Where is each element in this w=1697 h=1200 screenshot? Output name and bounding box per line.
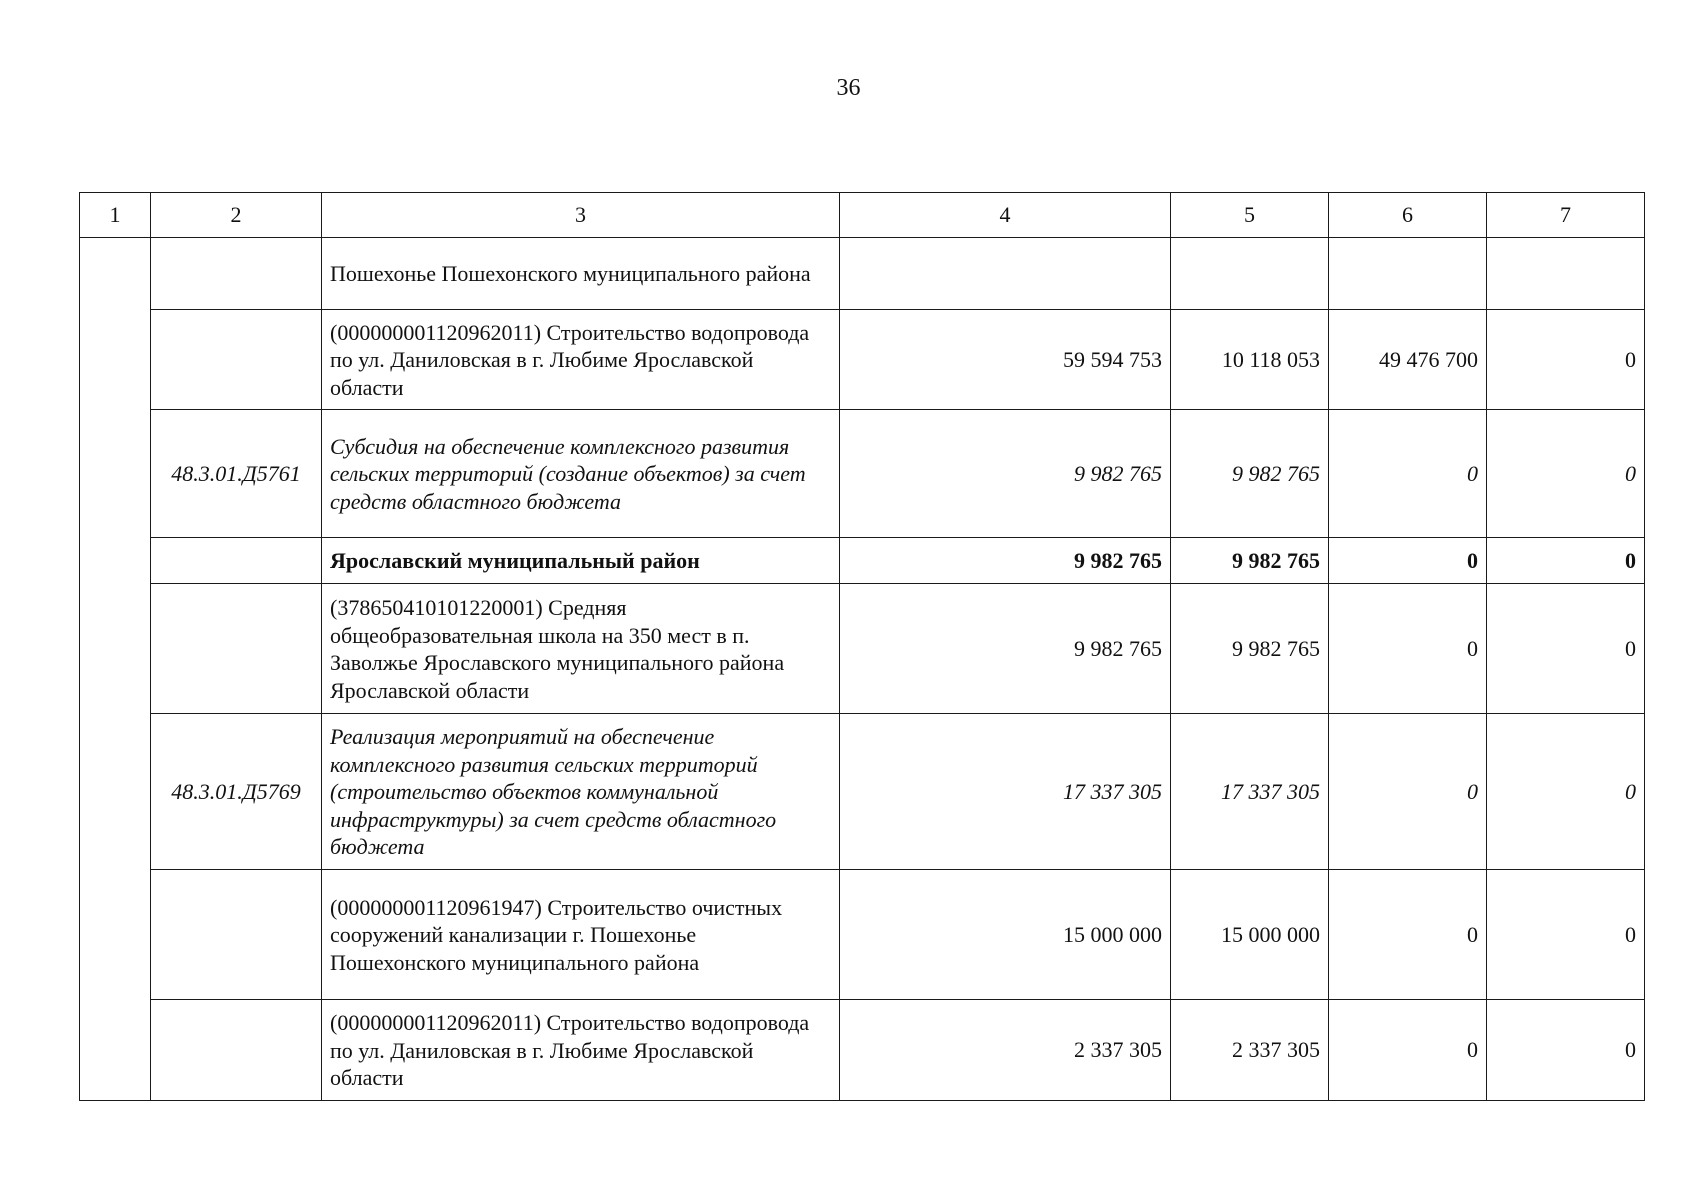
budget-code-cell (151, 1000, 322, 1101)
value-col6-cell: 0 (1329, 538, 1487, 584)
column-header-4: 4 (840, 193, 1171, 238)
row-number-cell (80, 870, 151, 1000)
column-header-7: 7 (1487, 193, 1645, 238)
item-name-cell: Субсидия на обеспечение комплексного развития сельских территорий (создание объектов) за счет средств областного бюджета (322, 410, 840, 538)
item-name-cell: Ярославский муниципальный район (322, 538, 840, 584)
row-number-cell (80, 1000, 151, 1101)
value-col7-cell: 0 (1487, 714, 1645, 870)
value-col4-cell: 15 000 000 (840, 870, 1171, 1000)
item-name-cell: (378650410101220001) Средняя общеобразовательная школа на 350 мест в п. Заволжье Ярославского муниципального района Ярославской области (322, 584, 840, 714)
value-col7-cell: 0 (1487, 538, 1645, 584)
value-col4-cell: 9 982 765 (840, 410, 1171, 538)
row-number-cell (80, 714, 151, 870)
value-col4-cell: 2 337 305 (840, 1000, 1171, 1101)
value-col6-cell: 0 (1329, 584, 1487, 714)
item-name-cell: Реализация мероприятий на обеспечение комплексного развития сельских территорий (строительство объектов коммунальной инфраструктуры) за счет средств областного бюджета (322, 714, 840, 870)
value-col4-cell: 9 982 765 (840, 538, 1171, 584)
value-col7-cell: 0 (1487, 410, 1645, 538)
budget-code-cell (151, 310, 322, 410)
table-row (80, 238, 1645, 310)
table-row (80, 410, 1645, 538)
value-col6-cell: 0 (1329, 410, 1487, 538)
value-col7-cell (1487, 238, 1645, 310)
row-number-cell (80, 584, 151, 714)
row-number-cell (80, 538, 151, 584)
header-row (80, 193, 1645, 238)
table-row (80, 310, 1645, 410)
value-col5-cell: 17 337 305 (1171, 714, 1329, 870)
item-name-cell: (000000001120962011) Строительство водопровода по ул. Даниловская в г. Любиме Ярославской области (322, 310, 840, 410)
budget-table (79, 192, 1645, 1101)
budget-code-cell: 48.3.01.Д5769 (151, 714, 322, 870)
value-col5-cell: 9 982 765 (1171, 410, 1329, 538)
value-col5-cell: 9 982 765 (1171, 584, 1329, 714)
value-col4-cell (840, 238, 1171, 310)
budget-code-cell (151, 538, 322, 584)
value-col5-cell: 2 337 305 (1171, 1000, 1329, 1101)
item-name-cell: (000000001120962011) Строительство водопровода по ул. Даниловская в г. Любиме Ярославской области (322, 1000, 840, 1101)
value-col6-cell (1329, 238, 1487, 310)
value-col7-cell: 0 (1487, 1000, 1645, 1101)
row-number-cell (80, 410, 151, 538)
item-name-cell: Пошехонье Пошехонского муниципального района (322, 238, 840, 310)
value-col6-cell: 49 476 700 (1329, 310, 1487, 410)
value-col4-cell: 9 982 765 (840, 584, 1171, 714)
value-col5-cell: 10 118 053 (1171, 310, 1329, 410)
value-col7-cell: 0 (1487, 310, 1645, 410)
budget-code-cell (151, 870, 322, 1000)
table-row (80, 584, 1645, 714)
value-col4-cell: 17 337 305 (840, 714, 1171, 870)
value-col6-cell: 0 (1329, 1000, 1487, 1101)
column-header-1: 1 (80, 193, 151, 238)
value-col6-cell: 0 (1329, 870, 1487, 1000)
value-col4-cell: 59 594 753 (840, 310, 1171, 410)
value-col6-cell: 0 (1329, 714, 1487, 870)
table-row (80, 538, 1645, 584)
column-header-5: 5 (1171, 193, 1329, 238)
value-col5-cell: 15 000 000 (1171, 870, 1329, 1000)
table-row (80, 714, 1645, 870)
column-header-2: 2 (151, 193, 322, 238)
budget-code-cell (151, 584, 322, 714)
item-name-cell: (000000001120961947) Строительство очистных сооружений канализации г. Пошехонье Пошехонского муниципального района (322, 870, 840, 1000)
budget-code-cell: 48.3.01.Д5761 (151, 410, 322, 538)
value-col7-cell: 0 (1487, 584, 1645, 714)
budget-code-cell (151, 238, 322, 310)
column-header-6: 6 (1329, 193, 1487, 238)
row-number-cell (80, 310, 151, 410)
value-col5-cell: 9 982 765 (1171, 538, 1329, 584)
table-row (80, 1000, 1645, 1101)
value-col5-cell (1171, 238, 1329, 310)
page-number: 36 (836, 75, 861, 101)
column-header-3: 3 (322, 193, 840, 238)
table-row (80, 870, 1645, 1000)
value-col7-cell: 0 (1487, 870, 1645, 1000)
row-number-cell (80, 238, 151, 310)
